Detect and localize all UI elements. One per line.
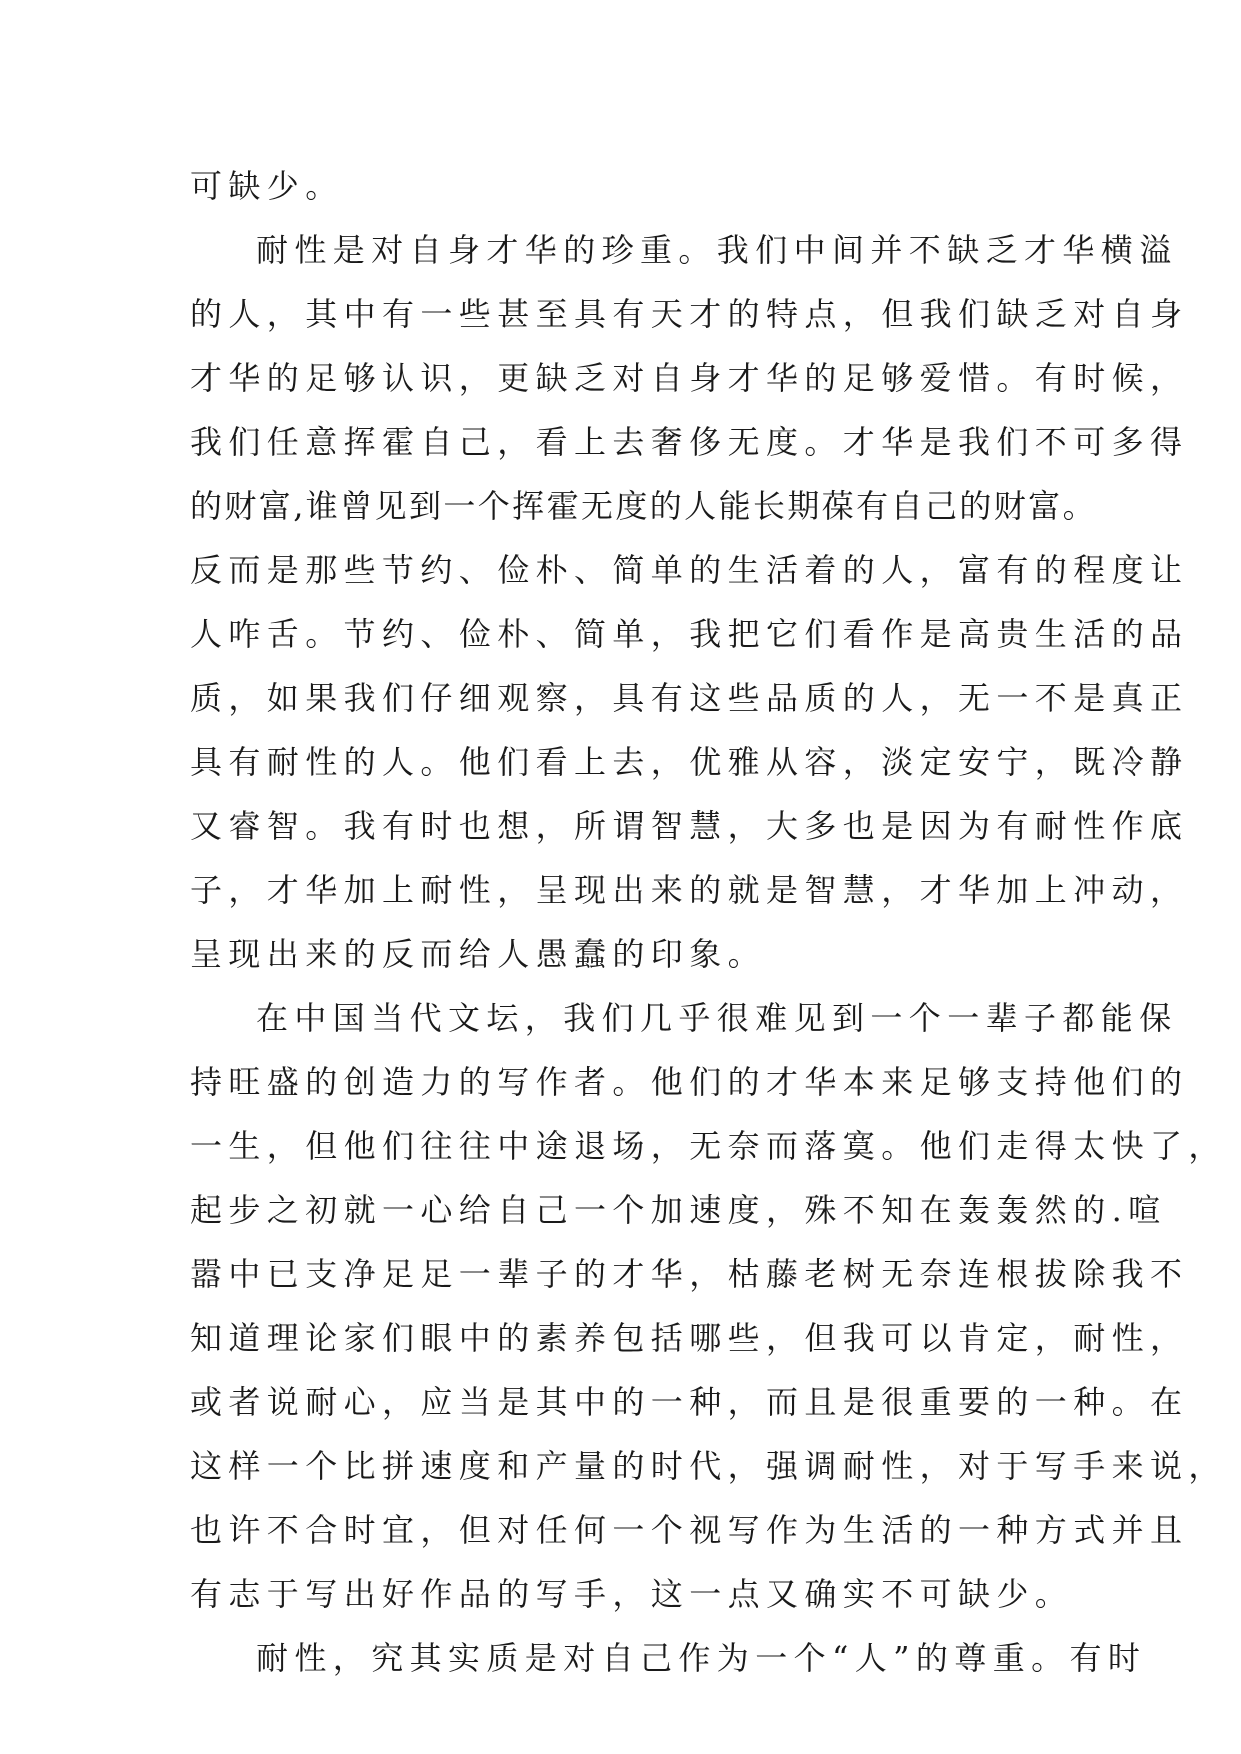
text-line: 具有耐性的人。他们看上去，优雅从容，淡定安宁，既冷静 bbox=[190, 743, 1189, 781]
text-line: 可缺少。 bbox=[190, 167, 344, 205]
text-line: 起步之初就一心给自己一个加速度，殊不知在轰轰然的.喧 bbox=[190, 1191, 1167, 1229]
paragraph-first-line: 耐性是对自身才华的珍重。我们中间并不缺乏才华横溢 bbox=[256, 231, 1178, 269]
text-line: 一生，但他们往往中途退场，无奈而落寞。他们走得太快了， bbox=[190, 1127, 1227, 1165]
text-line: 有志于写出好作品的写手，这一点又确实不可缺少。 bbox=[190, 1575, 1074, 1613]
body-text bbox=[190, 154, 1227, 1690]
text-line: 或者说耐心，应当是其中的一种，而且是很重要的一种。在 bbox=[190, 1383, 1189, 1421]
text-line: 质，如果我们仔细观察，具有这些品质的人，无一不是真正 bbox=[190, 679, 1189, 717]
text-line: 又睿智。我有时也想，所谓智慧，大多也是因为有耐性作底 bbox=[190, 807, 1189, 845]
text-line: 子，才华加上耐性，呈现出来的就是智慧，才华加上冲动， bbox=[190, 871, 1189, 909]
text-line: 人咋舌。节约、俭朴、简单，我把它们看作是高贵生活的品 bbox=[190, 615, 1189, 653]
text-line: 的人，其中有一些甚至具有天才的特点，但我们缺乏对自身 bbox=[190, 295, 1189, 333]
text-line: 我们任意挥霍自己，看上去奢侈无度。才华是我们不可多得 bbox=[190, 423, 1189, 461]
text-line: 也许不合时宜，但对任何一个视写作为生活的一种方式并且 bbox=[190, 1511, 1189, 1549]
text-line: 的财富,谁曾见到一个挥霍无度的人能长期葆有自己的财富。 bbox=[190, 487, 1097, 525]
text-line: 反而是那些节约、俭朴、简单的生活着的人，富有的程度让 bbox=[190, 551, 1189, 589]
text-line: 嚣中已支净足足一辈子的才华，枯藤老树无奈连根拔除我不 bbox=[190, 1255, 1189, 1293]
text-line: 持旺盛的创造力的写作者。他们的才华本来足够支持他们的 bbox=[190, 1063, 1189, 1101]
text-line: 才华的足够认识，更缺乏对自身才华的足够爱惜。有时候， bbox=[190, 359, 1189, 397]
paragraph-first-line: 耐性，究其实质是对自己作为一个“人”的尊重。有时 bbox=[256, 1639, 1147, 1677]
text-line: 这样一个比拼速度和产量的时代，强调耐性，对于写手来说， bbox=[190, 1447, 1227, 1485]
paragraph-first-line: 在中国当代文坛，我们几乎很难见到一个一辈子都能保 bbox=[256, 999, 1178, 1037]
text-line: 呈现出来的反而给人愚蠢的印象。 bbox=[190, 935, 767, 973]
text-line: 知道理论家们眼中的素养包括哪些，但我可以肯定，耐性， bbox=[190, 1319, 1189, 1357]
